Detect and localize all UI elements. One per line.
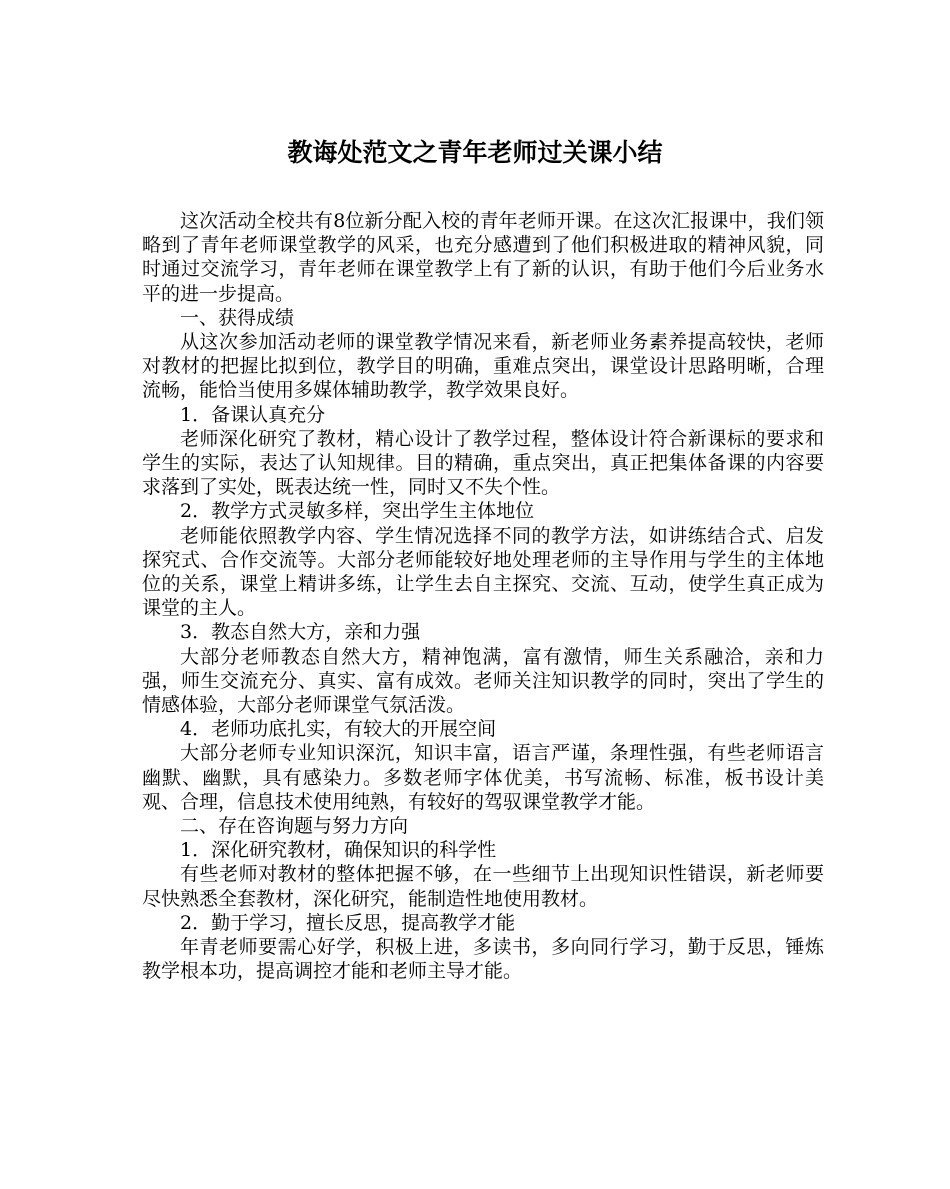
paragraph-intro: 这次活动全校共有8位新分配入校的青年老师开课。在这次汇报课中，我们领略到了青年老师课堂教学的风采，也充分感遭到了他们积极进取的精神风貌，同时通过交流学习，青年老师在课堂教学上有了新的认识，有助于他们今后业务水平的进一步提高。 — [142, 210, 824, 305]
paragraph-demeanor: 大部分老师教态自然大方，精神饱满，富有激情，师生关系融洽，亲和力强，师生交流充分、真实、富有成效。老师关注知识教学的同时，突出了学生的情感体验，大部分老师课堂气氛活泼。 — [142, 645, 824, 717]
paragraph-learning: 年青老师要需心好学，积极上进，多读书，多向同行学习，勤于反思，锤炼教学根本功，提高调控才能和老师主导才能。 — [142, 936, 824, 983]
paragraph-skills: 大部分老师专业知识深沉，知识丰富，语言严谨，条理性强，有些老师语言幽默、幽默，具有感染力。多数老师字体优美，书写流畅、标准，板书设计美观、合理，信息技术使用纯熟，有较好的驾驭课堂教学才能。 — [142, 742, 824, 813]
subheading-learning: 2．勤于学习，擅长反思，提高教学才能 — [180, 911, 516, 934]
paragraph-preparation: 老师深化研究了教材，精心设计了教学过程，整体设计符合新课标的要求和学生的实际，表达了认知规律。目的精确，重点突出，真正把集体备课的内容要求落到了实处，既表达统一性，同时又不失个性。 — [142, 427, 824, 499]
paragraph-achievements: 从这次参加活动老师的课堂教学情况来看，新老师业务素养提高较快，老师对教材的把握比拟到位，教学目的明确，重难点突出，课堂设计思路明晰，合理流畅，能恰当使用多媒体辅助教学，教学效果良好。 — [142, 331, 824, 402]
document-body — [142, 209, 824, 984]
subheading-study-materials: 1．深化研究教材，确保知识的科学性 — [180, 839, 497, 862]
paragraph-study-materials: 有些老师对教材的整体把握不够，在一些细节上出现知识性错误，新老师要尽快熟悉全套教材，深化研究，能制造性地使用教材。 — [142, 863, 824, 910]
document-title: 教诲处范文之青年老师过关课小结 — [287, 138, 663, 167]
subheading-demeanor: 3．教态自然大方，亲和力强 — [180, 621, 421, 644]
subheading-preparation: 1．备课认真充分 — [180, 403, 326, 426]
subheading-teaching-methods: 2．教学方式灵敏多样，突出学生主体地位 — [180, 500, 535, 523]
section-heading-achievements: 一、获得成绩 — [180, 306, 295, 329]
subheading-skills: 4．老师功底扎实，有较大的开展空间 — [180, 718, 497, 741]
paragraph-teaching-methods: 老师能依照教学内容、学生情况选择不同的教学方法，如讲练结合式、启发探究式、合作交流等。大部分老师能较好地处理老师的主导作用与学生的主体地位的关系，课堂上精讲多练，让学生去自主探究、交流、互动，使学生真正成为课堂的主人。 — [142, 524, 824, 620]
section-heading-problems: 二、存在咨询题与努力方向 — [180, 815, 409, 838]
